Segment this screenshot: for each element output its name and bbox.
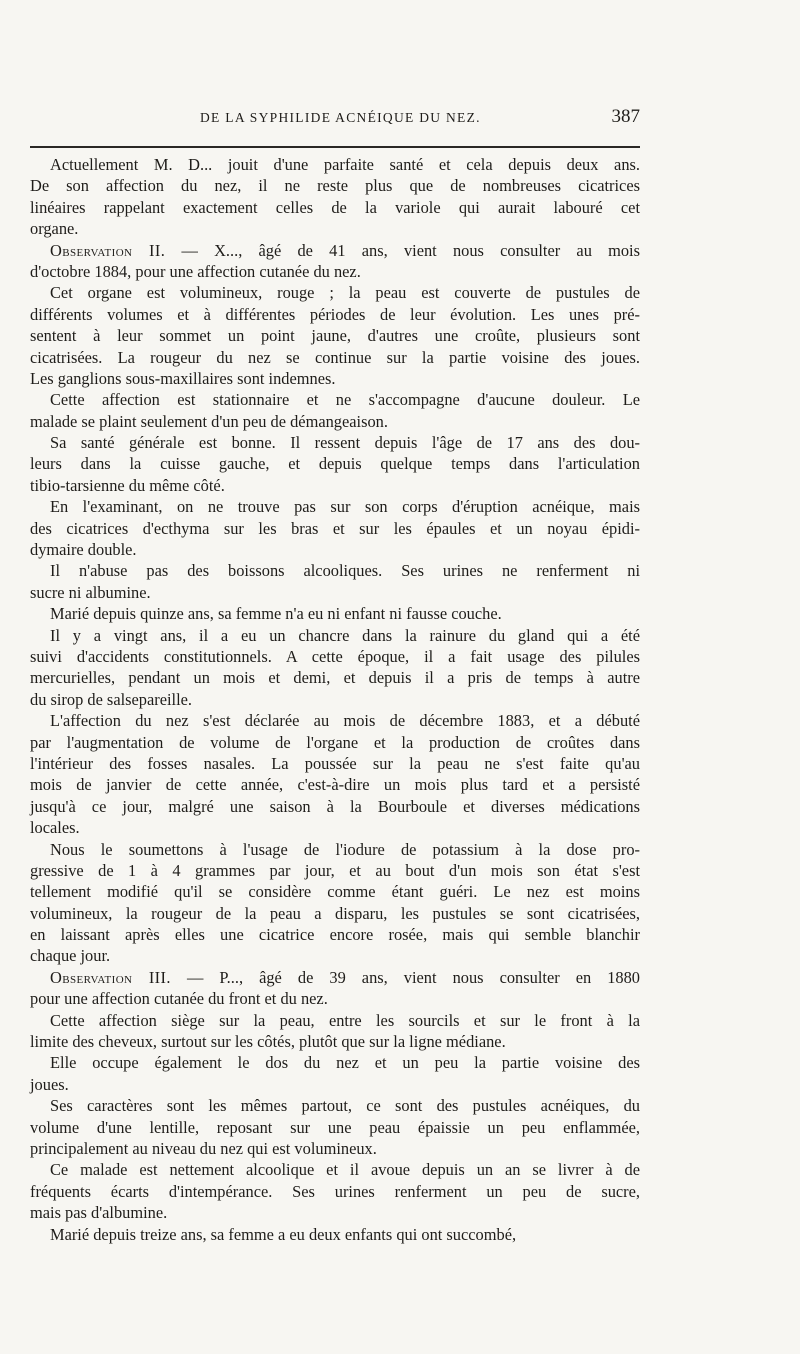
page-header [30,106,640,130]
line-text: — X..., âgé de 41 ans, vient nous consulter au mois [165,240,640,260]
line-text: — P..., âgé de 39 ans, vient nous consulter en 1880 [170,967,640,987]
text-line: Sa santé générale est bonne. Il ressent depuis l'âge de 17 ans des dou- [50,433,640,453]
text-line: De son affection du nez, il ne reste plus que de nombreuses cicatrices [30,176,640,196]
text-line: principalement au niveau du nez qui est volumineux. [30,1138,377,1158]
text-line: Il n'abuse pas des boissons alcooliques. Ses urines ne renferment ni [50,561,640,581]
text-line: mais pas d'albumine. [30,1203,168,1223]
paragraph [30,1010,640,1053]
text-line: mercurielles, pendant un mois et demi, et depuis il a pris de temps à autre [30,668,640,688]
text-line: l'intérieur des fosses nasales. La poussée sur la peau ne s'est faite qu'au [30,753,640,773]
text-line: organe. [30,219,79,239]
page-number: 387 [611,106,640,127]
text-line: L'affection du nez s'est déclarée au mois de décembre 1883, et a débuté [50,711,640,731]
text-line: sucre ni albumine. [30,582,151,602]
text-line: En l'examinant, on ne trouve pas sur son corps d'éruption acnéique, mais [50,497,640,517]
paragraph [30,282,640,389]
paragraph [30,839,640,967]
text-line: fréquents écarts d'intempérance. Ses urines renferment un peu de sucre, [30,1181,640,1201]
text-line: mois de janvier de cette année, c'est-à-dire un mois plus tard et a persisté [30,775,640,795]
text-line: Actuellement M. D... jouit d'une parfaite santé et cela depuis deux ans. [50,155,640,174]
text-line: volume d'une lentille, reposant sur une peau épaissie un peu enflammée, [30,1117,640,1137]
text-line: cicatrisées. La rougeur du nez se continue sur la partie voisine des joues. [30,347,640,367]
text-line: chaque jour. [30,946,111,966]
paragraph [30,967,640,1010]
paragraph [30,1052,640,1095]
observation-label: Observation III. [50,967,171,987]
paragraph [30,154,640,240]
paragraph [30,1159,640,1223]
text-line: joues. [30,1074,69,1094]
text-line: Marié depuis quinze ans, sa femme n'a eu ni enfant ni fausse couche. [50,604,502,624]
header-rule [30,146,640,148]
text-line: pour une affection cutanée du front et du nez. [30,989,328,1009]
text-line: suivi d'accidents constitutionnels. A cette époque, il a fait usage des pilules [30,646,640,666]
text-line: du sirop de salsepareille. [30,689,193,709]
text-line: tibio-tarsienne du même côté. [30,475,225,495]
text-line: des cicatrices d'ecthyma sur les bras et sur les épaules et un noyau épidi- [30,518,640,538]
paragraph [30,560,640,603]
text-line: Cette affection est stationnaire et ne s'accompagne d'aucune douleur. Le [50,390,640,410]
text-line: Il y a vingt ans, il a eu un chancre dans la rainure du gland qui a été [50,625,640,645]
text-line: Cette affection siège sur la peau, entre les sourcils et sur le front à la [50,1010,640,1030]
text-line: par l'augmentation de volume de l'organe et la production de croûtes dans [30,732,640,752]
paragraph [30,240,640,283]
body-text [30,154,640,1245]
text-line: Nous le soumettons à l'usage de l'iodure de potassium à la dose pro- [50,839,640,859]
observation-label: Observation II. [50,240,166,260]
text-line: différents volumes et à différentes périodes de leur évolution. Les unes pré- [30,304,640,324]
text-line: Cet organe est volumineux, rouge ; la peau est couverte de pustules de [50,283,640,303]
paragraph [30,625,640,711]
paragraph [30,603,640,624]
text-line: locales. [30,818,80,838]
paragraph [30,710,640,838]
text-line [30,967,640,988]
paragraph [30,1095,640,1159]
text-line: Ses caractères sont les mêmes partout, ce sont des pustules acnéiques, du [50,1096,640,1116]
text-line: Ce malade est nettement alcoolique et il avoue depuis un an se livrer à de [50,1160,640,1180]
running-title: DE LA SYPHILIDE ACNÉIQUE DU NEZ. [200,110,481,125]
text-line: jusqu'à ce jour, malgré une saison à la Bourboule et diverses médications [30,796,640,816]
text-line: tellement modifié qu'il se considère comme étant guéri. Le nez est moins [30,882,640,902]
text-line: gressive de 1 à 4 grammes par jour, et au bout d'un mois son état s'est [30,860,640,880]
text-line: linéaires rappelant exactement celles de la variole qui aurait labouré cet [30,197,640,217]
text-line: dymaire double. [30,540,137,560]
paragraph [30,496,640,560]
text-line: Les ganglions sous-maxillaires sont indemnes. [30,368,336,388]
paragraph [30,1224,640,1245]
text-line: en laissant après elles une cicatrice encore rosée, mais qui semble blanchir [30,925,640,945]
text-line: malade se plaint seulement d'un peu de démangeaison. [30,411,388,431]
text-line: leurs dans la cuisse gauche, et depuis quelque temps dans l'articulation [30,454,640,474]
text-line: Elle occupe également le dos du nez et un peu la partie voisine des [50,1053,640,1073]
paragraph [30,432,640,496]
text-line: sentent à leur sommet un point jaune, d'autres une croûte, plusieurs sont [30,326,640,346]
text-line: limite des cheveux, surtout sur les côtés, plutôt que sur la ligne médiane. [30,1032,506,1052]
text-line: d'octobre 1884, pour une affection cutanée du nez. [30,261,361,281]
paragraph [30,389,640,432]
text-line [30,240,640,261]
text-line: Marié depuis treize ans, sa femme a eu deux enfants qui ont succombé, [50,1224,517,1244]
text-line: volumineux, la rougeur de la peau a disparu, les pustules se sont cicatrisées, [30,903,640,923]
